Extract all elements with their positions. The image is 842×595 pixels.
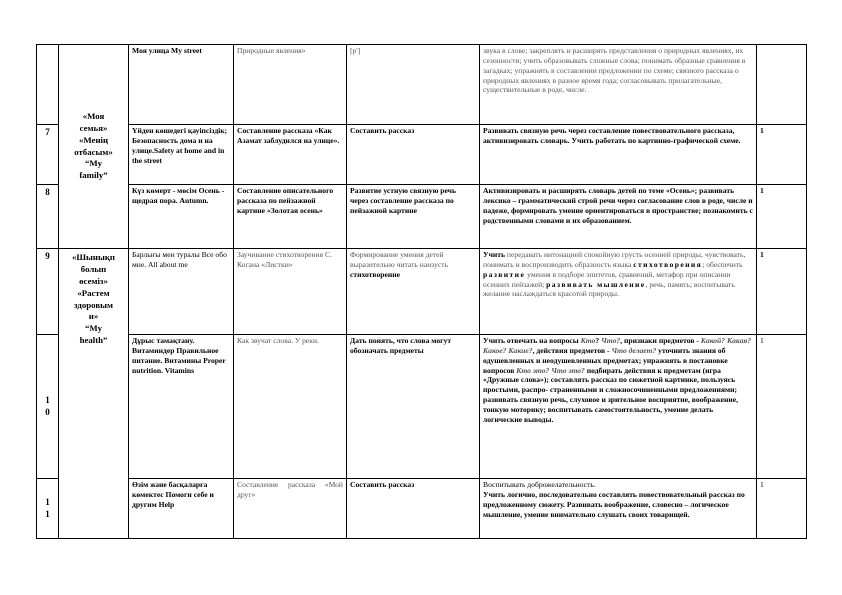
row-number: 9	[37, 249, 59, 335]
tasks-cell: Развивать связную речь через составление повествовательного рассказа, активизировать словарь. Учить работать по картинно-графической схеме.	[480, 125, 757, 185]
hours-cell: 1	[757, 479, 807, 539]
topic-cell: Күз көмерт - мөсім Осень - щедрая пора. Autumn.	[129, 185, 234, 249]
goal-cell: Формирование умения детей выразительно читать наизусть стихотворение	[347, 249, 480, 335]
topic-cell: Үйден көшедегі қауіпсіздік; Безопасность дома и на улице.Safety at home and in the street	[129, 125, 234, 185]
hours-cell: 1	[757, 185, 807, 249]
activity-cell: Как звучат слова. У реки.	[234, 335, 347, 479]
activity-cell: Составление рассказа «Мой друг»	[234, 479, 347, 539]
topic-cell: Өзім және басқаларға көмектес Помоги себе и другим Help	[129, 479, 234, 539]
tasks-cell: звука в слове; закреплять и расширять представления о природных явлениях, их сезонности; учить образовывать сложные слова; понимать образные сравнения в загадках; упражнять в составлении предложении по схеме; связного рассказа о природных явлениях в разное время года; согласовывать прилагательные, существительные в роде, числе.	[480, 45, 757, 125]
table-row	[37, 45, 807, 125]
tasks-cell: Учить отвечать на вопросы Кто? Что?, признаки предметов - Какой? Какая? Какое? Какие?, действия предметов - Что делает? уточнить знания об одушевленных и неодушевленных предметах; упражнять в постановке вопросов Кто это? Что это? подбирать действия к предметам (игра «Дружные слова»); составлять рассказ по сюжетной картинке, пользуясь простыми, распро- страненными и сложносочиненными предложениями; развивать связную речь, слуховое и зрительное восприятие, воображение, тонкую моторику; воспитывать самостоятельность, умение делать логические выводы.	[480, 335, 757, 479]
hours-cell: 1	[757, 125, 807, 185]
row-number: 1 0	[37, 335, 59, 479]
table-row	[37, 249, 807, 335]
goal-cell: Составить рассказ	[347, 125, 480, 185]
tasks-cell: Учить передавать интонацией спокойную грусть осенней природы, чувствовать, понимать и воспроизводить образность языка стихотворения; обеспечить развитие умения в подборе эпитетов, сравнений, метафор при описании осенних пейзажей; развивать мышление, речь, память; воспитывать желание наслаждаться красотой природы.	[480, 249, 757, 335]
activity-cell: Составление описательного рассказа по пейзажной картине «Золотая осень»	[234, 185, 347, 249]
hours-cell: 1	[757, 335, 807, 479]
row-number	[37, 45, 59, 125]
tasks-cell: Воспитывать доброжелательность. Учить логично, последовательно составлять повествовательный рассказ по предложенному сюжету. Развивать воображение, словесно – логическое мышление, умение внимательно слушать своих товарищей.	[480, 479, 757, 539]
table-row	[37, 479, 807, 539]
hours-cell	[757, 45, 807, 125]
goal-cell: [р']	[347, 45, 480, 125]
goal-cell: Составить рассказ	[347, 479, 480, 539]
activity-cell: Составление рассказа «Как Азамат заблудился на улице».	[234, 125, 347, 185]
row-number: 7	[37, 125, 59, 185]
theme-family: «Моя семья» «Менің отбасым» “My family”	[59, 45, 129, 249]
table-row	[37, 335, 807, 479]
table-row	[37, 125, 807, 185]
goal-cell: Дать понять, что слова могут обозначать предметы	[347, 335, 480, 479]
topic-cell: Моя улица My street	[129, 45, 234, 125]
row-number: 8	[37, 185, 59, 249]
table-row	[37, 185, 807, 249]
hours-cell: 1	[757, 249, 807, 335]
goal-cell: Развитие устную связную речь через составление рассказа по пейзажной картине	[347, 185, 480, 249]
topic-cell: Дұрыс тамақтану. Витаминдер Правильное питание. Витамины Proper nutrition. Vitamins	[129, 335, 234, 479]
row-number: 1 1	[37, 479, 59, 539]
lesson-plan-table	[36, 44, 807, 539]
tasks-cell: Активизировать и расширять словарь детей по теме «Осень»; развивать лексико – грамматический строй речи через согласование слов в роде, числе и падеже, формировать умение ориентироваться в пространстве; познакомить с родственными словами и их образованием.	[480, 185, 757, 249]
activity-cell: Заучивание стихотворения С. Когана «Листки»	[234, 249, 347, 335]
theme-health: «Шынықп болып өсеміз» «Растем здоровым и» “My health”	[59, 249, 129, 539]
topic-cell: Барлығы мен туралы Все обо мне. All about me	[129, 249, 234, 335]
activity-cell: Природные явления»	[234, 45, 347, 125]
